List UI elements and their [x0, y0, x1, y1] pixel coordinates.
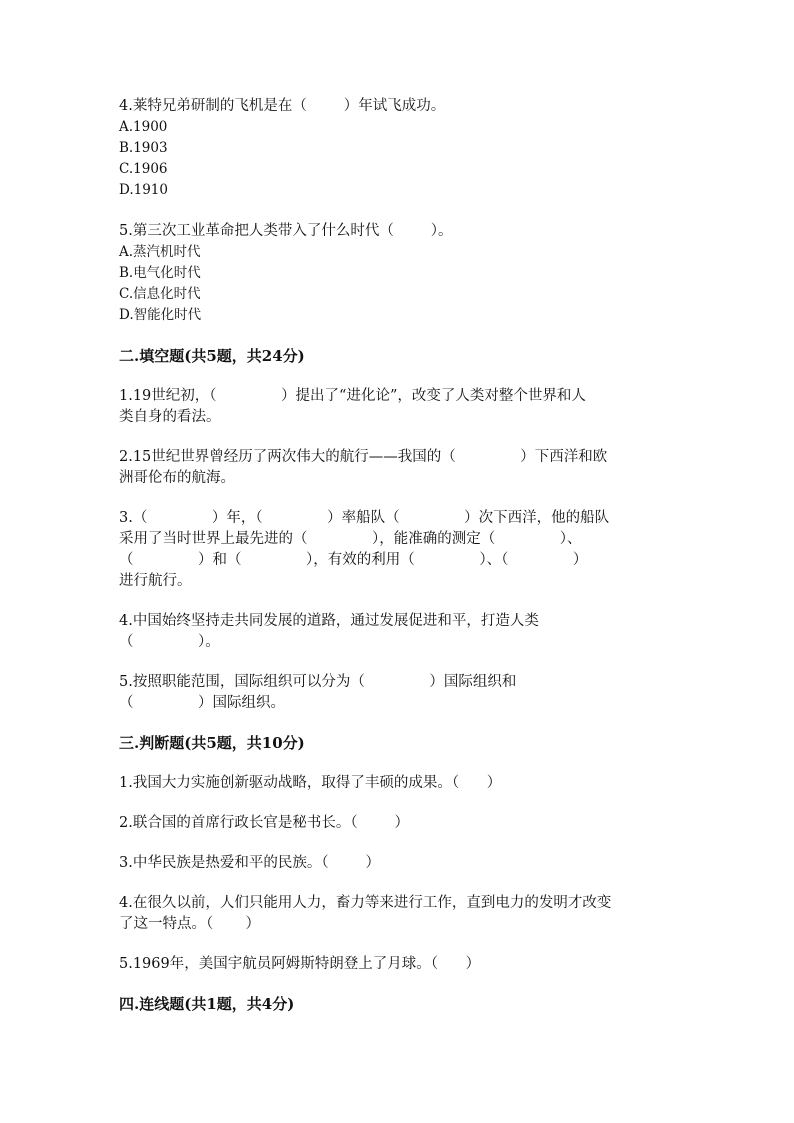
section-heading-judge: 三.判断题(共5题，共10分) — [119, 734, 305, 752]
section-heading-fill: 二.填空题(共5题，共24分) — [119, 347, 305, 365]
option-d: D.1910 — [119, 182, 168, 198]
question-line: 5.1969年，美国宇航员阿姆斯特朗登上了月球。（ ） — [119, 956, 481, 972]
question-stem: 4.莱特兄弟研制的飞机是在（ ）年试飞成功。 — [119, 98, 446, 114]
fill-question-4 — [119, 611, 679, 653]
judge-question-2 — [119, 813, 679, 834]
judge-question-5 — [119, 954, 679, 975]
fill-question-3 — [119, 508, 679, 592]
question-line: 3.中华民族是热爱和平的民族。（ ） — [119, 855, 380, 871]
question-stem: 5.第三次工业革命把人类带入了什么时代（ ）。 — [119, 223, 453, 239]
question-line: 了这一特点。（ ） — [119, 916, 261, 932]
question-line: 1.我国大力实施创新驱动战略，取得了丰硕的成果。（ ） — [119, 775, 502, 791]
question-line: 采用了当时世界上最先进的（ ），能准确的测定（ ）、 — [119, 531, 582, 547]
fill-question-5 — [119, 672, 679, 714]
judge-question-4 — [119, 893, 679, 935]
question-line: 4.在很久以前，人们只能用人力，畜力等来进行工作，直到电力的发明才改变 — [119, 895, 612, 911]
question-line: 2.15世纪世界曾经历了两次伟大的航行——我国的（ ）下西洋和欧 — [119, 449, 608, 465]
question-line: （ ）国际组织。 — [119, 695, 286, 711]
option-b: B.1903 — [119, 140, 168, 156]
question-line: 2.联合国的首席行政长官是秘书长。（ ） — [119, 815, 409, 831]
mc-question-4 — [119, 96, 679, 201]
judge-question-3 — [119, 853, 679, 874]
judge-question-1 — [119, 773, 679, 794]
question-line: 4.中国始终坚持走共同发展的道路，通过发展促进和平，打造人类 — [119, 613, 539, 629]
question-line: 5.按照职能范围，国际组织可以分为（ ）国际组织和 — [119, 674, 517, 690]
option-d: D.智能化时代 — [119, 307, 202, 323]
option-a: A.1900 — [119, 119, 168, 135]
fill-question-1 — [119, 386, 679, 428]
question-line: 类自身的看法。 — [119, 409, 221, 425]
exam-page — [119, 96, 679, 1034]
mc-question-5 — [119, 221, 679, 326]
question-line: 3.（ ）年，（ ）率船队（ ）次下西洋，他的船队 — [119, 510, 610, 526]
fill-question-2 — [119, 447, 679, 489]
option-a: A.蒸汽机时代 — [119, 244, 201, 260]
section-heading-match: 四.连线题(共1题，共4分) — [119, 995, 295, 1013]
option-b: B.电气化时代 — [119, 265, 201, 281]
option-c: C.1906 — [119, 161, 168, 177]
question-line: 洲哥伦布的航海。 — [119, 470, 235, 486]
question-line: 进行航行。 — [119, 573, 192, 589]
question-line: 1.19世纪初，（ ）提出了“进化论”，改变了人类对整个世界和人 — [119, 388, 586, 404]
option-c: C.信息化时代 — [119, 286, 201, 302]
question-line: （ ）。 — [119, 634, 220, 650]
question-line: （ ）和（ ），有效的利用（ ）、（ ） — [119, 552, 588, 568]
